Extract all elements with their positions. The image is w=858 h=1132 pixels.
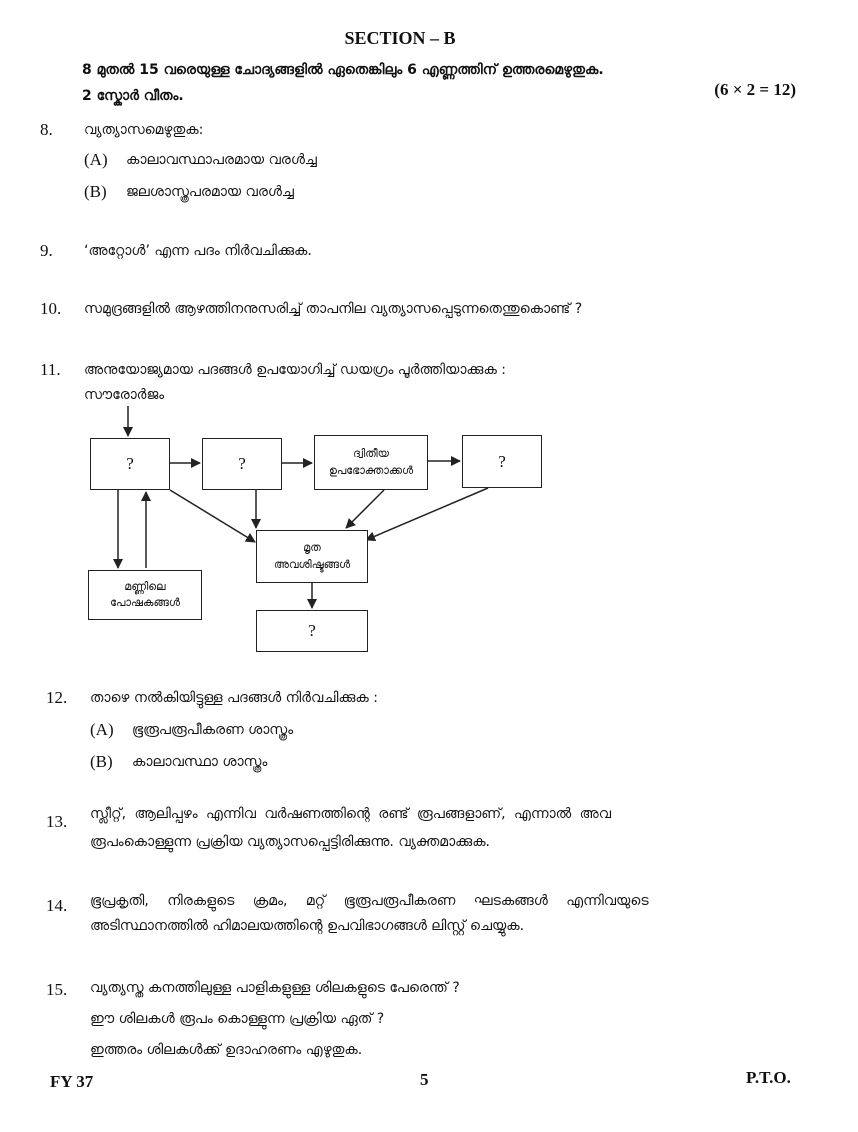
question-text: ‘അറ്റോൾ’ എന്ന പദം നിർവചിക്കുക. bbox=[84, 243, 312, 259]
please-turn-over: P.T.O. bbox=[746, 1068, 791, 1087]
paper-code: FY 37 bbox=[50, 1072, 94, 1091]
box-3-line-1: ദ്വിതീയ bbox=[353, 447, 389, 460]
arrow-box3-to-box5 bbox=[346, 490, 384, 528]
diagram-box-4: ? bbox=[462, 435, 542, 488]
option-b-text: കാലാവസ്ഥാ ശാസ്ത്രം bbox=[132, 754, 268, 770]
question-text-line-2: അടിസ്ഥാനത്തിൽ ഹിമാലയത്തിന്റെ ഉപവിഭാഗങ്ങൾ ലിസ്റ്റ് ചെയ്യുക. bbox=[90, 918, 525, 934]
question-text: അനുയോജ്യമായ പദങ്ങൾ ഉപയോഗിച്ച് ഡയഗ്രം പൂർത്തിയാക്കുക : bbox=[84, 362, 506, 378]
question-number: 12. bbox=[46, 688, 68, 707]
box-5-line-2: അവശിഷ്ടങ്ങൾ bbox=[273, 557, 351, 571]
box-6-line-1: മണ്ണിലെ bbox=[124, 579, 166, 593]
question-text-line-3: ഇത്തരം ശിലകൾക്ക് ഉദാഹരണം എഴുതുക. bbox=[90, 1042, 363, 1058]
question-text-line-2: ഈ ശിലകൾ രൂപം കൊള്ളുന്ന പ്രക്രിയ ഏത് ? bbox=[90, 1011, 385, 1027]
box-3-line-2: ഉപഭോക്താക്കൾ bbox=[328, 463, 413, 477]
question-text: സമുദ്രങ്ങളിൽ ആഴത്തിനനുസരിച്ച് താപനില വ്യത്യാസപ്പെടുന്നതെന്തുകൊണ്ട് ? bbox=[84, 301, 583, 317]
box-6-line-2: പോഷകങ്ങൾ bbox=[110, 596, 180, 609]
question-number: 14. bbox=[46, 896, 68, 915]
question-text-line-1: ഭൂപ്രകൃതി, നിരകളുടെ ക്രമം, മറ്റ് ഭൂരൂപരൂപീകരണ ഘടകങ്ങൾ എന്നിവയുടെ bbox=[90, 893, 649, 909]
diagram-box-1: ? bbox=[90, 438, 170, 490]
option-b-letter: (B) bbox=[84, 182, 107, 201]
question-text: വ്യത്യാസമെഴുതുക: bbox=[84, 122, 204, 138]
page-number: 5 bbox=[420, 1070, 429, 1089]
arrow-box1-to-box5 bbox=[170, 490, 255, 542]
section-title: SECTION – B bbox=[344, 28, 456, 48]
option-a-letter: (A) bbox=[90, 720, 114, 739]
diagram-box-3 bbox=[314, 435, 428, 490]
question-text-line-2: രൂപംകൊള്ളുന്ന പ്രക്രിയ വ്യത്യാസപ്പെട്ടിരിക്കുന്നു. വ്യക്തമാക്കുക. bbox=[90, 834, 491, 850]
question-number: 10. bbox=[40, 299, 62, 318]
option-a-letter: (A) bbox=[84, 150, 108, 169]
marks-allocation: (6 × 2 = 12) bbox=[714, 80, 796, 99]
option-b-letter: (B) bbox=[90, 752, 113, 771]
question-number: 9. bbox=[40, 241, 53, 260]
question-number: 8. bbox=[40, 120, 53, 139]
option-a-text: കാലാവസ്ഥാപരമായ വരൾച്ച bbox=[126, 152, 317, 168]
option-b-text: ജലശാസ്ത്രപരമായ വരൾച്ച bbox=[126, 184, 294, 200]
question-text-line-1: സ്ലീറ്റ്, ആലിപ്പഴം എന്നിവ വർഷണത്തിന്റെ രണ്ട് രൂപങ്ങളാണ്, എന്നാൽ അവ bbox=[90, 806, 611, 822]
arrow-box4-to-box5 bbox=[366, 488, 488, 540]
diagram-input-label: സൗരോർജം bbox=[84, 387, 165, 403]
option-a-text: ഭൂരൂപരൂപീകരണ ശാസ്ത്രം bbox=[132, 722, 294, 738]
question-number: 11. bbox=[40, 360, 61, 379]
diagram-box-6 bbox=[88, 570, 202, 620]
diagram-box-2: ? bbox=[202, 438, 282, 490]
question-number: 13. bbox=[46, 812, 68, 831]
diagram-box-5 bbox=[256, 530, 368, 583]
box-5-line-1: മൃത bbox=[303, 541, 321, 554]
question-number: 15. bbox=[46, 980, 68, 999]
question-text: താഴെ നൽകിയിട്ടുള്ള പദങ്ങൾ നിർവചിക്കുക : bbox=[90, 690, 378, 706]
instruction-line-1: 8 മുതൽ 15 വരെയുള്ള ചോദ്യങ്ങളിൽ ഏതെങ്കിലും 6 എണ്ണത്തിന് ഉത്തരമെഴുതുക. bbox=[82, 62, 604, 78]
question-text-line-1: വ്യത്യസ്ത കനത്തിലുള്ള പാളികളുള്ള ശിലകളുടെ പേരെന്ത് ? bbox=[90, 980, 460, 996]
diagram-box-7: ? bbox=[256, 610, 368, 652]
instruction-line-2: 2 സ്കോർ വീതം. bbox=[82, 88, 184, 104]
